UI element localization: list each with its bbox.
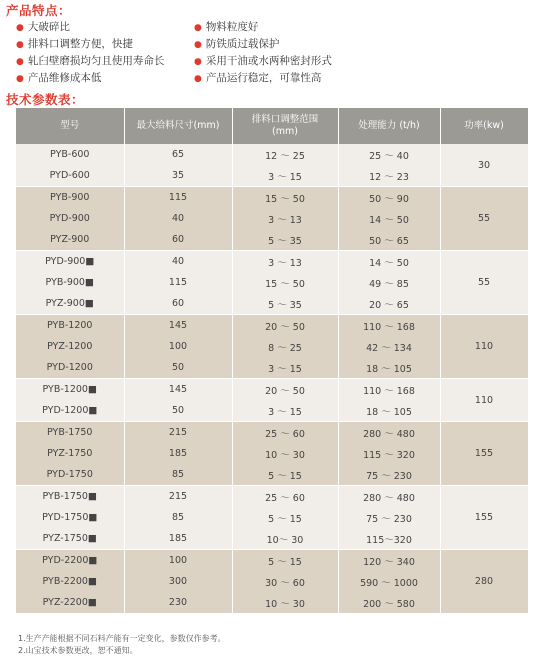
feature-item: ● 轧臼壁磨损均匀且使用寿命长 [16,55,165,67]
cell-capacity: 25 ～ 40 [338,144,440,165]
cell-capacity: 14 ～ 50 [338,208,440,229]
cell-capacity: 280 ～ 480 [338,422,440,444]
cell-max-feed: 185 [124,528,232,550]
cell-max-feed: 35 [124,165,232,187]
cell-model: PYD-900■ [16,251,124,273]
cell-capacity: 12 ～ 23 [338,165,440,187]
cell-model: PYZ-2200■ [16,592,124,614]
cell-model: PYD-1750 [16,464,124,486]
cell-discharge-range: 5 ～ 35 [232,229,338,251]
cell-capacity: 280 ～ 480 [338,486,440,508]
cell-discharge-range: 15 ～ 50 [232,187,338,209]
cell-power: 110 [440,315,528,379]
cell-discharge-range: 5 ～ 15 [232,464,338,486]
note-2: 2.山宝技术参数更改，恕不通知。 [18,646,138,655]
cell-model: PYD-1200 [16,357,124,379]
cell-capacity: 20 ～ 65 [338,293,440,315]
cell-model: PYB-1200 [16,315,124,337]
header-discharge-range: 排料口调整范围 (mm) [232,108,338,144]
cell-max-feed: 215 [124,422,232,444]
cell-discharge-range: 3 ～ 13 [232,251,338,273]
header-model: 型号 [16,108,124,144]
cell-max-feed: 50 [124,400,232,422]
cell-capacity: 14 ～ 50 [338,251,440,273]
cell-capacity: 590 ～ 1000 [338,571,440,592]
cell-model: PYZ-900■ [16,293,124,315]
cell-model: PYB-1200■ [16,379,124,401]
notes [18,633,226,657]
cell-discharge-range: 5 ～ 15 [232,507,338,528]
table-row [16,486,528,508]
cell-discharge-range: 3 ～ 15 [232,400,338,422]
cell-max-feed: 100 [124,550,232,572]
cell-discharge-range: 20 ～ 50 [232,379,338,401]
cell-model: PYZ-900 [16,229,124,251]
cell-discharge-range: 25 ～ 60 [232,422,338,444]
cell-capacity: 18 ～ 105 [338,400,440,422]
features-title: 产品特点： [6,3,72,18]
cell-discharge-range: 25 ～ 60 [232,486,338,508]
cell-power: 55 [440,187,528,251]
cell-model: PYD-1200■ [16,400,124,422]
cell-capacity: 42 ～ 134 [338,336,440,357]
cell-max-feed: 50 [124,357,232,379]
cell-model: PYB-900 [16,187,124,209]
cell-model: PYD-2200■ [16,550,124,572]
cell-capacity: 49 ～ 85 [338,272,440,293]
cell-capacity: 110 ～ 168 [338,379,440,401]
params-title: 技术参数表： [6,92,85,107]
cell-max-feed: 40 [124,208,232,229]
cell-max-feed: 230 [124,592,232,614]
cell-discharge-range: 5 ～ 15 [232,550,338,572]
cell-capacity: 50 ～ 90 [338,187,440,209]
cell-discharge-range: 3 ～ 15 [232,357,338,379]
cell-model: PYB-600 [16,144,124,165]
bullet-icon: ● [194,23,202,33]
table-row [16,251,528,273]
cell-discharge-range: 8 ～ 25 [232,336,338,357]
cell-capacity: 75 ～ 230 [338,507,440,528]
bullet-icon: ● [194,74,202,84]
header-capacity: 处理能力 (t/h) [338,108,440,144]
cell-model: PYD-1750■ [16,507,124,528]
table-row [16,379,528,401]
cell-discharge-range: 10 ～ 30 [232,443,338,464]
cell-capacity: 120 ～ 340 [338,550,440,572]
cell-discharge-range: 15 ～ 50 [232,272,338,293]
cell-max-feed: 185 [124,443,232,464]
cell-discharge-range: 3 ～ 15 [232,165,338,187]
cell-max-feed: 145 [124,379,232,401]
cell-capacity: 18 ～ 105 [338,357,440,379]
cell-max-feed: 85 [124,464,232,486]
cell-power: 155 [440,422,528,486]
feature-item: ● 排料口调整方便，快捷 [16,38,133,50]
header-power: 功率(kw) [440,108,528,144]
cell-model: PYB-2200■ [16,571,124,592]
cell-model: PYZ-1200 [16,336,124,357]
bullet-icon: ● [16,57,24,67]
bullet-icon: ● [16,23,24,33]
cell-power: 30 [440,144,528,187]
bullet-icon: ● [194,57,202,67]
cell-capacity: 200 ～ 580 [338,592,440,614]
cell-max-feed: 300 [124,571,232,592]
params-table [16,108,529,614]
cell-power: 280 [440,550,528,614]
table-row [16,144,528,165]
cell-power: 55 [440,251,528,315]
bullet-icon: ● [16,74,24,84]
table-header-row [16,108,528,144]
bullet-icon: ● [16,40,24,50]
cell-power: 155 [440,486,528,550]
feature-item: ● 采用干油或水两种密封形式 [194,55,332,67]
bullet-icon: ● [194,40,202,50]
cell-discharge-range: 5 ～ 35 [232,293,338,315]
cell-capacity: 110 ～ 168 [338,315,440,337]
cell-max-feed: 115 [124,272,232,293]
cell-max-feed: 60 [124,229,232,251]
cell-discharge-range: 30 ～ 60 [232,571,338,592]
cell-power: 110 [440,379,528,422]
cell-discharge-range: 10 ～ 30 [232,592,338,614]
cell-max-feed: 85 [124,507,232,528]
cell-discharge-range: 3 ～ 13 [232,208,338,229]
cell-model: PYD-600 [16,165,124,187]
cell-model: PYD-900 [16,208,124,229]
cell-capacity: 50 ～ 65 [338,229,440,251]
table-row [16,187,528,209]
cell-capacity: 115～320 [338,528,440,550]
cell-model: PYB-1750 [16,422,124,444]
cell-max-feed: 215 [124,486,232,508]
cell-model: PYB-900■ [16,272,124,293]
cell-max-feed: 60 [124,293,232,315]
cell-model: PYB-1750■ [16,486,124,508]
cell-model: PYZ-1750■ [16,528,124,550]
table-row [16,315,528,337]
table-row [16,422,528,444]
feature-item: ● 防铁质过载保护 [194,38,280,50]
feature-item: ● 产品维修成本低 [16,72,102,84]
cell-max-feed: 100 [124,336,232,357]
feature-item: ● 物料粒度好 [194,21,259,33]
feature-item: ● 产品运行稳定，可靠性高 [194,72,322,84]
cell-discharge-range: 10～ 30 [232,528,338,550]
cell-model: PYZ-1750 [16,443,124,464]
cell-capacity: 75 ～ 230 [338,464,440,486]
feature-item: ● 大破碎比 [16,21,70,33]
cell-max-feed: 145 [124,315,232,337]
cell-discharge-range: 12 ～ 25 [232,144,338,165]
cell-capacity: 115 ～ 320 [338,443,440,464]
table-row [16,550,528,572]
cell-max-feed: 115 [124,187,232,209]
cell-max-feed: 40 [124,251,232,273]
cell-discharge-range: 20 ～ 50 [232,315,338,337]
cell-max-feed: 65 [124,144,232,165]
header-max-feed: 最大给料尺寸(mm) [124,108,232,144]
note-1: 1.生产产能根据不同石料产能有一定变化，参数仅作参考。 [18,634,226,643]
